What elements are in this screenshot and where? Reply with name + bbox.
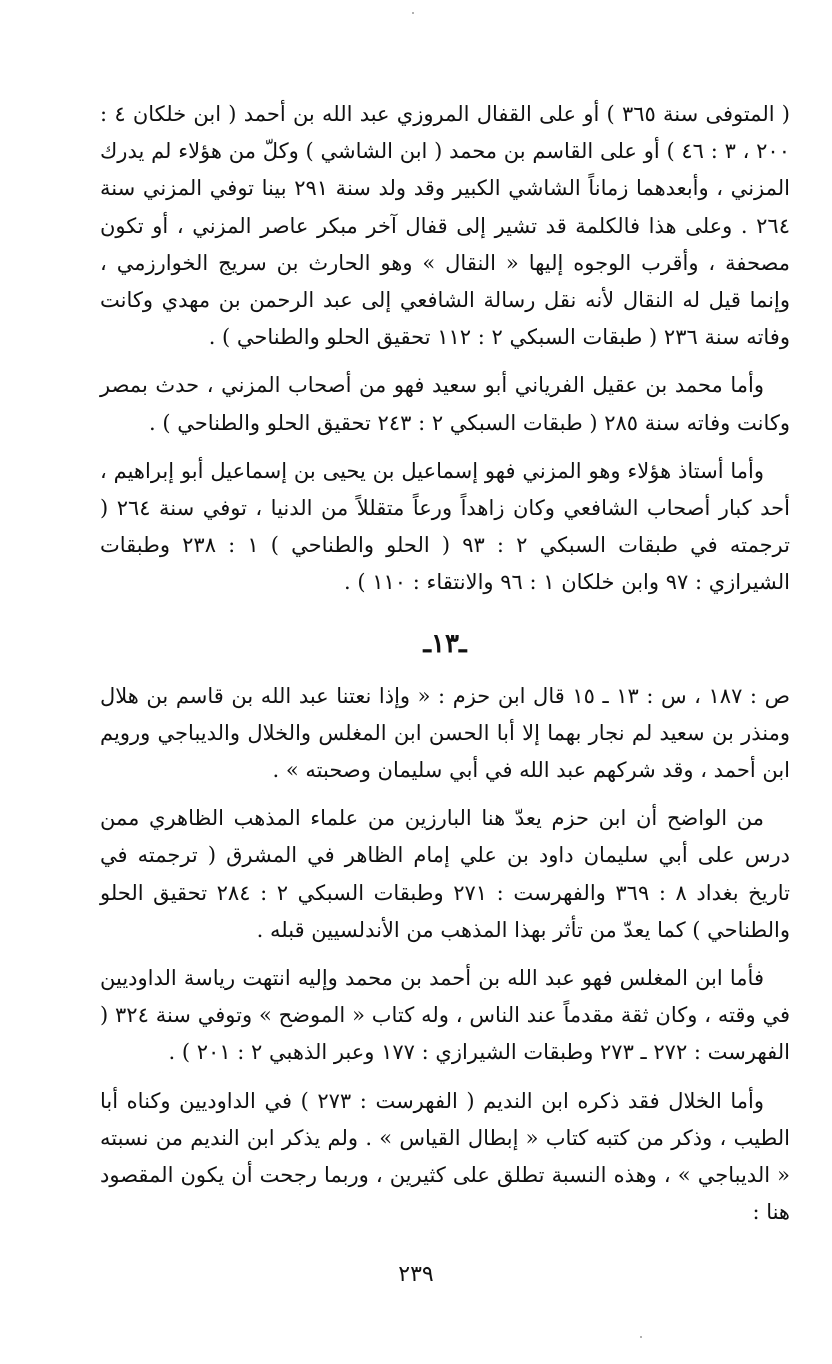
paragraph-5: من الواضح أن ابن حزم يعدّ هنا البارزين من علماء المذهب الظاهري ممن درس على أبي سليمان داود بن علي إمام الظاهر في المشرق ( ترجمته في تاريخ بغداد ٨ : ٣٦٩ والفهرست : ٢٧١ وطبقات السبكي ٢ : ٢٨٤ تحقيق الحلو والطناحي ) كما يعدّ من تأثر بهذا المذهب من الأندلسيين قبله .: [100, 806, 790, 942]
page-number: ٢٣٩: [398, 1262, 434, 1287]
paragraph-2: وأما محمد بن عقيل الفرياني أبو سعيد فهو من أصحاب المزني ، حدث بمصر وكانت وفاته سنة ٢٨٥ ( طبقات السبكي ٢ : ٢٤٣ تحقيق الحلو والطناحي ) .: [100, 373, 790, 435]
paragraph-7: وأما الخلال فقد ذكره ابن النديم ( الفهرست : ٢٧٣ ) في الداوديين وكناه أبا الطيب ، وذكر من كتبه كتاب « إبطال القياس » . ولم يذكر ابن النديم من نسبته « الديباجي » ، وهذه النسبة تطلق على كثيرين ، وربما رجحت أن يكون المقصود هنا :: [100, 1088, 790, 1225]
paragraph-4: ص : ١٨٧ ، س : ١٣ ـ ١٥ قال ابن حزم : « وإذا نعتنا عبد الله بن قاسم بن هلال ومنذر بن سعيد لم نجار بهما إلا أبا الحسن ابن المغلس والخلال والديباجي ورويم ابن أحمد ، وقد شركهم عبد الله في أبي سليمان وصحبته » .: [100, 683, 790, 783]
paragraph-3: وأما أستاذ هؤلاء وهو المزني فهو إسماعيل بن يحيى بن إسماعيل أبو إبراهيم ، أحد كبار أصحاب الشافعي وكان زاهداً ورعاً متقللاً من الدنيا ، توفي سنة ٢٦٤ ( ترجمته في طبقات السبكي ٢ : ٩٣ ( الحلو والطناحي ) ١ : ٢٣٨ وطبقات الشيرازي : ٩٧ وابن خلكان ١ : ٩٦ والانتقاء : ١١٠ ) .: [100, 458, 790, 595]
scan-speck: [412, 12, 414, 14]
section-number: ـ١٣ـ: [423, 628, 467, 659]
scan-speck: [640, 1336, 642, 1338]
paragraph-1: ( المتوفى سنة ٣٦٥ ) أو على القفال المروزي عبد الله بن أحمد ( ابن خلكان ٤ : ٢٠٠ ، ٣ : ٤٦ ) أو على القاسم بن محمد ( ابن الشاشي ) وكلّ من هؤلاء لم يدرك المزني ، وأبعدهما زماناً الشاشي الكبير وقد ولد سنة ٢٩١ بينا توفي المزني سنة ٢٦٤ . وعلى هذا فالكلمة قد تشير إلى قفال آخر مبكر عاصر المزني ، أو تكون مصحفة ، وأقرب الوجوه إليها « النقال » وهو الحارث بن سريج الخوارزمي ، وإنما قيل له النقال لأنه نقل رسالة الشافعي إلى عبد الرحمن بن مهدي وكانت وفاته سنة ٢٣٦ ( طبقات السبكي ٢ : ١١٢ تحقيق الحلو والطناحي ) .: [100, 102, 790, 350]
document-body: [100, 96, 790, 1242]
paragraph-6: فأما ابن المغلس فهو عبد الله بن أحمد بن محمد وإليه انتهت رياسة الداوديين في وقته ، وكان ثقة مقدماً عند الناس ، وله كتاب « الموضح » وتوفي سنة ٣٢٤ ( الفهرست : ٢٧٢ ـ ٢٧٣ وطبقات الشيرازي : ١٧٧ وعبر الذهبي ٢ : ٢٠١ ) .: [100, 966, 790, 1065]
